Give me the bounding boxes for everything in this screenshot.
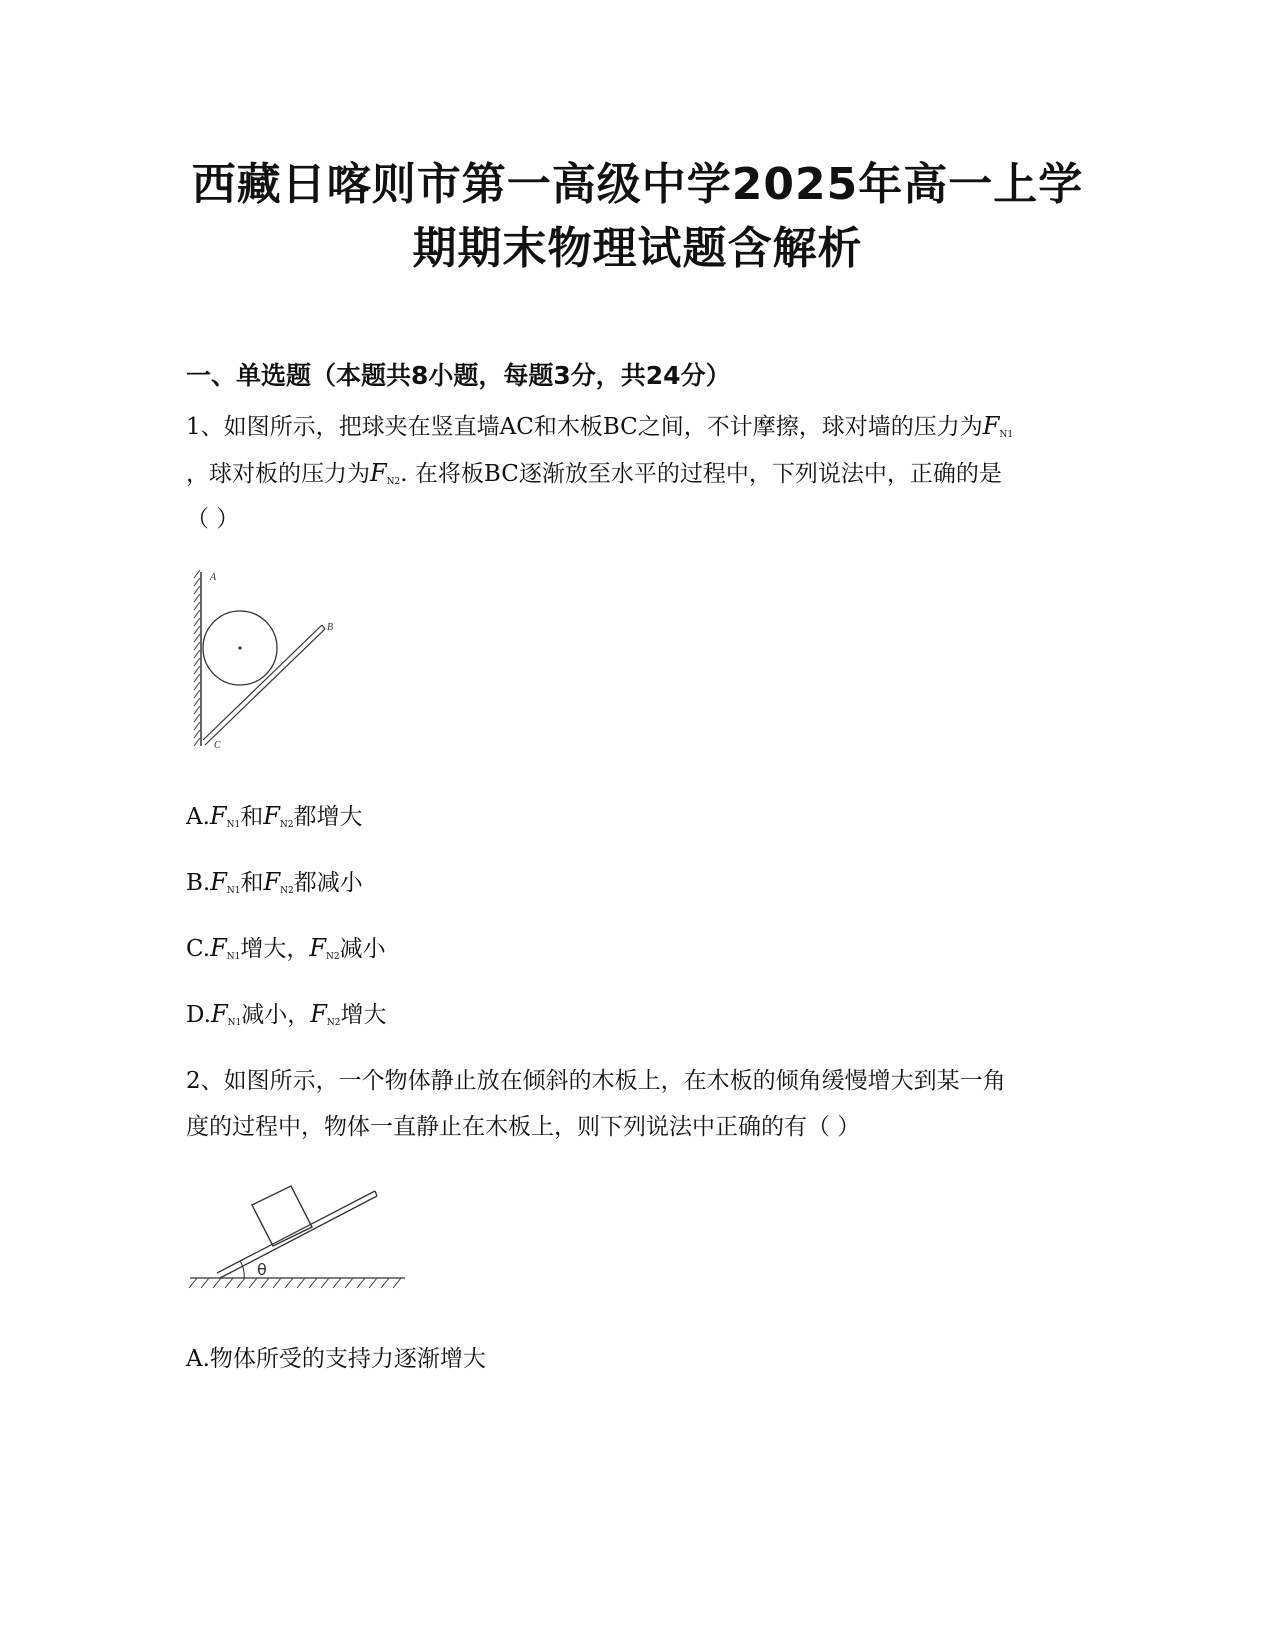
subscript-n1: N1 — [999, 430, 1014, 440]
figure-label-b: B — [327, 622, 334, 633]
symbol-f: F — [210, 934, 227, 962]
board-bc-end — [322, 625, 325, 629]
q1-option-d — [186, 996, 386, 1029]
q1-text-line-2 — [186, 455, 1002, 488]
subscript-n1: N1 — [226, 820, 241, 830]
option-mid: 和 — [240, 870, 264, 896]
ground-hatching — [189, 1278, 401, 1288]
option-suffix: 都增大 — [293, 804, 363, 830]
subscript-n1: N1 — [227, 1018, 242, 1028]
q1-option-c — [186, 930, 386, 963]
symbol-f: F — [370, 459, 387, 487]
q2-text-line-2: 度的过程中，物体一直静止在木板上，则下列说法中正确的有（ ） — [186, 1114, 861, 1140]
symbol-f: F — [210, 1000, 228, 1028]
section-heading: 一、单选题（本题共8小题，每题3分，共24分） — [186, 361, 731, 390]
figure-label-a: A — [210, 572, 217, 583]
option-suffix: 都减小 — [293, 870, 363, 896]
block — [252, 1186, 312, 1246]
q1-option-b — [186, 864, 363, 897]
option-prefix: A. — [186, 804, 210, 830]
subscript-n2: N2 — [386, 477, 401, 487]
q1-option-a — [186, 798, 362, 831]
subscript-n1: N1 — [226, 886, 241, 896]
subscript-n2: N2 — [279, 820, 294, 830]
figure-label-c: C — [214, 740, 221, 751]
symbol-f: F — [982, 412, 1000, 440]
angle-arc — [240, 1261, 244, 1278]
q1-text-part: ，球对板的压力为 — [186, 461, 370, 487]
document-title-line-1: 西藏日喀则市第一高级中学2025年高一上学 — [191, 159, 1084, 210]
figure-block-on-incline — [185, 1175, 415, 1305]
q1-text-line-1 — [186, 408, 1013, 441]
option-prefix: B. — [186, 870, 211, 896]
option-suffix: 减小 — [339, 936, 386, 962]
angle-label-theta: θ — [257, 1260, 267, 1279]
ball-center-dot — [238, 646, 241, 649]
symbol-f: F — [209, 802, 227, 830]
symbol-f: F — [263, 802, 280, 830]
symbol-f: F — [263, 868, 281, 896]
option-mid: 和 — [240, 804, 264, 830]
incline-board-end — [375, 1191, 377, 1196]
subscript-n1: N1 — [226, 952, 241, 962]
board-bc-bottom-edge — [205, 629, 325, 745]
option-suffix: 增大 — [340, 1002, 387, 1028]
q1-text-part: 1、如图所示，把球夹在竖直墙AC和木板BC之间，不计摩擦，球对墙的压力为 — [186, 414, 983, 440]
option-mid: 增大， — [240, 936, 310, 962]
wall-hatching — [194, 570, 200, 746]
q1-text-part: . 在将板BC逐渐放至水平的过程中，下列说法中，正确的是 — [400, 461, 1002, 487]
q2-option-a: A.物体所受的支持力逐渐增大 — [186, 1346, 486, 1372]
figure-ball-wall-board — [180, 560, 360, 760]
subscript-n2: N2 — [326, 1018, 341, 1028]
option-prefix: C. — [186, 936, 211, 962]
symbol-f: F — [309, 934, 327, 962]
subscript-n2: N2 — [326, 952, 340, 962]
q2-text-line-1: 2、如图所示，一个物体静止放在倾斜的木板上，在木板的倾角缓慢增大到某一角 — [186, 1068, 1006, 1094]
q1-answer-blank: （ ） — [186, 506, 240, 532]
incline-board-top — [217, 1191, 375, 1273]
subscript-n2: N2 — [280, 886, 294, 896]
symbol-f: F — [310, 1000, 327, 1028]
board-bc-top-edge — [203, 625, 322, 740]
incline-board-bottom — [220, 1196, 377, 1278]
document-title-line-2: 期期末物理试题含解析 — [412, 223, 863, 274]
option-mid: 减小， — [241, 1002, 311, 1028]
option-prefix: D. — [186, 1002, 211, 1028]
symbol-f: F — [210, 868, 227, 896]
